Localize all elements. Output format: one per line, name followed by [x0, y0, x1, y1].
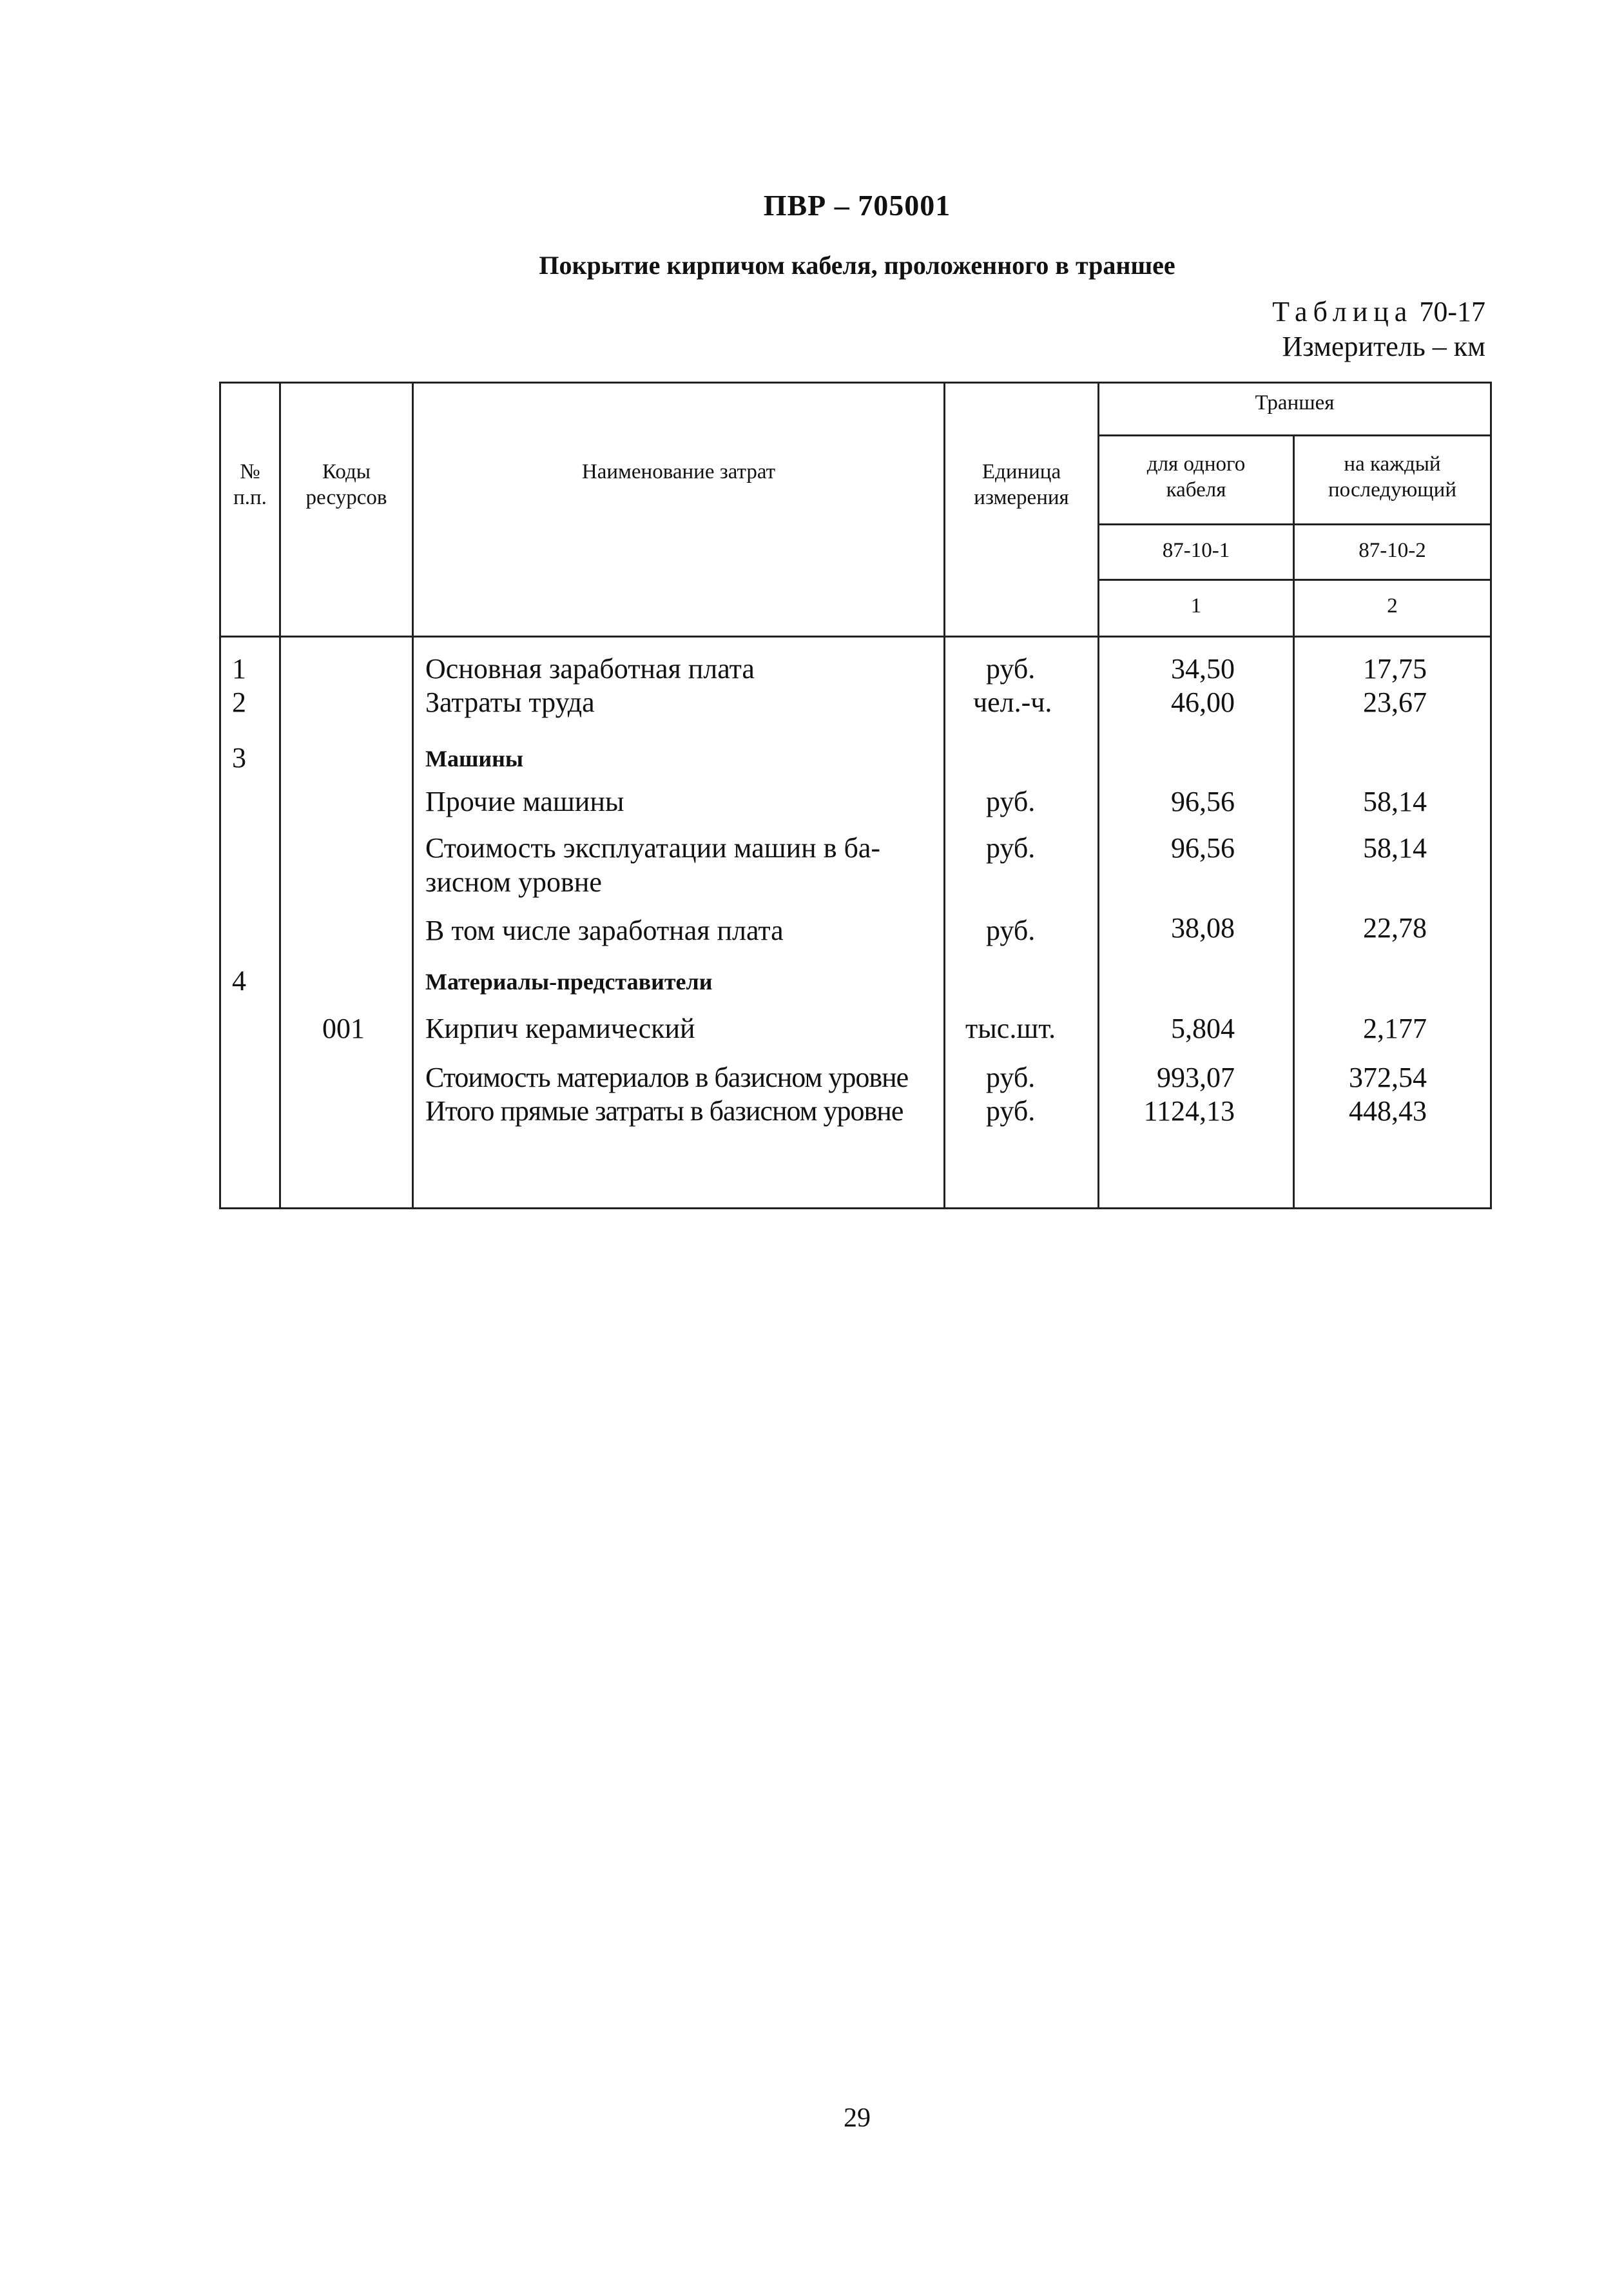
measure-unit: Измеритель – км — [1282, 331, 1485, 362]
header-col2-code: 87-10-2 — [1358, 539, 1426, 562]
document-code: ПВР – 705001 — [763, 189, 951, 222]
row-name: Итого прямые затраты в базисном уровне — [425, 1095, 904, 1127]
row-name: Кирпич керамический — [425, 1013, 695, 1044]
row-value-1: 46,00 — [1171, 686, 1235, 718]
section-machines: Машины — [425, 746, 523, 772]
row-num: 1 — [232, 653, 246, 685]
row-num: 3 — [232, 742, 246, 774]
row-value-1: 5,804 — [1171, 1013, 1235, 1044]
table-header-bottom — [219, 636, 1492, 638]
row-value-2: 2,177 — [1363, 1013, 1427, 1044]
row-value-2: 372,54 — [1349, 1062, 1427, 1093]
header-col2-index: 2 — [1387, 594, 1398, 618]
row-value-1: 96,56 — [1171, 786, 1235, 817]
code-divider — [1097, 523, 1492, 525]
header-name: Наименование затрат — [581, 460, 776, 483]
row-value-1: 96,56 — [1171, 832, 1235, 864]
row-unit: тыс.шт. — [965, 1013, 1056, 1044]
row-value-1: 38,08 — [1171, 912, 1235, 944]
header-col1-code: 87-10-1 — [1162, 539, 1230, 562]
section-materials: Материалы-представители — [425, 969, 713, 995]
row-name: Прочие машины — [425, 786, 624, 817]
row-value-2: 17,75 — [1363, 653, 1427, 685]
col-divider-codes — [412, 382, 414, 1209]
header-group: Траншея — [1255, 391, 1335, 414]
document-title: Покрытие кирпичом кабеля, проложенного в траншее — [539, 251, 1175, 280]
row-num: 4 — [232, 965, 246, 997]
row-name: Затраты труда — [425, 686, 595, 718]
table-border-bottom — [219, 1207, 1492, 1209]
row-num: 2 — [232, 686, 246, 718]
row-value-2: 23,67 — [1363, 686, 1427, 718]
page-number: 29 — [844, 2103, 871, 2133]
row-unit: руб. — [986, 786, 1036, 817]
table-border-top — [219, 382, 1492, 384]
row-value-2: 58,14 — [1363, 832, 1427, 864]
table-caption — [1272, 295, 1485, 328]
header-col1-index: 1 — [1190, 594, 1202, 618]
row-value-2: 58,14 — [1363, 786, 1427, 817]
row-code: 001 — [322, 1013, 365, 1044]
row-value-1: 34,50 — [1171, 653, 1235, 685]
index-divider — [1097, 579, 1492, 581]
group-divider — [1097, 434, 1492, 436]
row-value-2: 448,43 — [1349, 1095, 1427, 1127]
row-value-1: 993,07 — [1157, 1062, 1235, 1093]
header-col1-title: для одного кабеля — [1146, 453, 1246, 502]
row-name: В том числе заработная плата — [425, 915, 784, 946]
row-unit: руб. — [986, 832, 1036, 864]
row-unit: руб. — [986, 1095, 1036, 1127]
row-name: Основная заработная плата — [425, 653, 755, 685]
row-name: Стоимость эксплуатации машин в ба- зисном уровне — [425, 832, 881, 898]
header-col2-title: на каждый последующий — [1328, 453, 1456, 502]
row-name: Стоимость материалов в базисном уровне — [425, 1062, 909, 1093]
row-unit: руб. — [986, 915, 1036, 946]
row-unit: руб. — [986, 1062, 1036, 1093]
table-word: Таблица — [1272, 296, 1413, 327]
header-num: № п.п. — [233, 460, 267, 510]
row-value-1: 1124,13 — [1143, 1095, 1235, 1127]
table-number: 70-17 — [1419, 296, 1485, 327]
header-codes: Коды ресурсов — [305, 460, 387, 510]
row-value-2: 22,78 — [1363, 912, 1427, 944]
header-unit: Единица измерения — [974, 460, 1069, 510]
row-unit: руб. — [986, 653, 1036, 685]
table-border-right — [1490, 382, 1492, 1209]
row-unit: чел.-ч. — [973, 686, 1052, 718]
